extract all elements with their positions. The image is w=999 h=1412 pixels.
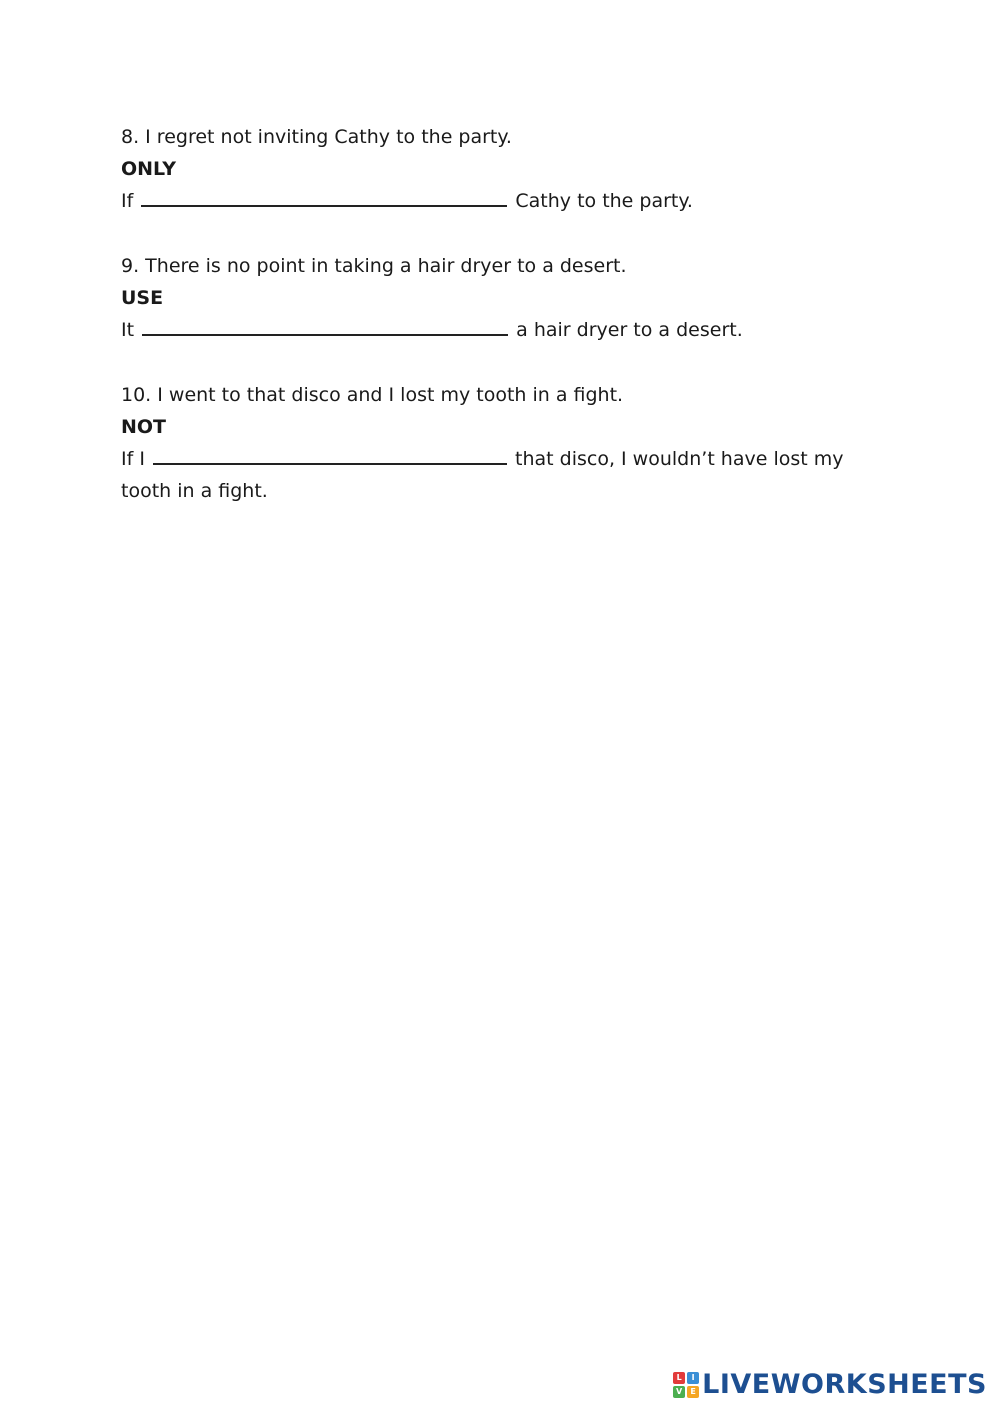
answer-line: [121, 314, 881, 346]
answer-blank[interactable]: [141, 187, 507, 207]
logo-mark-icon: [673, 1372, 699, 1398]
question-sentence: 10. I went to that disco and I lost my tooth in a fight.: [121, 384, 624, 406]
logo-letter: I: [687, 1372, 699, 1384]
question-sentence: 9. There is no point in taking a hair dryer to a desert.: [121, 255, 627, 277]
liveworksheets-logo: [673, 1369, 987, 1400]
question-sentence: 8. I regret not inviting Cathy to the party.: [121, 126, 512, 148]
keyword: USE: [121, 287, 164, 309]
answer-prefix: It: [121, 319, 135, 341]
worksheet: [121, 121, 881, 540]
answer-prefix: If I: [121, 448, 145, 470]
answer-line: [121, 443, 881, 507]
logo-letter: V: [673, 1386, 685, 1398]
answer-prefix: If: [121, 190, 134, 212]
answer-suffix: that disco, I wouldn’t have lost my tooth in a fight.: [121, 448, 844, 502]
answer-line: [121, 185, 881, 217]
answer-blank[interactable]: [142, 316, 508, 336]
answer-suffix: a hair dryer to a desert.: [516, 319, 743, 341]
question-8: [121, 121, 881, 217]
logo-letter: L: [673, 1372, 685, 1384]
question-9: [121, 250, 881, 346]
keyword: ONLY: [121, 158, 176, 180]
question-10: [121, 379, 881, 507]
answer-suffix: Cathy to the party.: [515, 190, 693, 212]
logo-text: LIVEWORKSHEETS: [702, 1369, 987, 1400]
answer-blank[interactable]: [153, 445, 507, 465]
logo-letter: E: [687, 1386, 699, 1398]
keyword: NOT: [121, 416, 167, 438]
